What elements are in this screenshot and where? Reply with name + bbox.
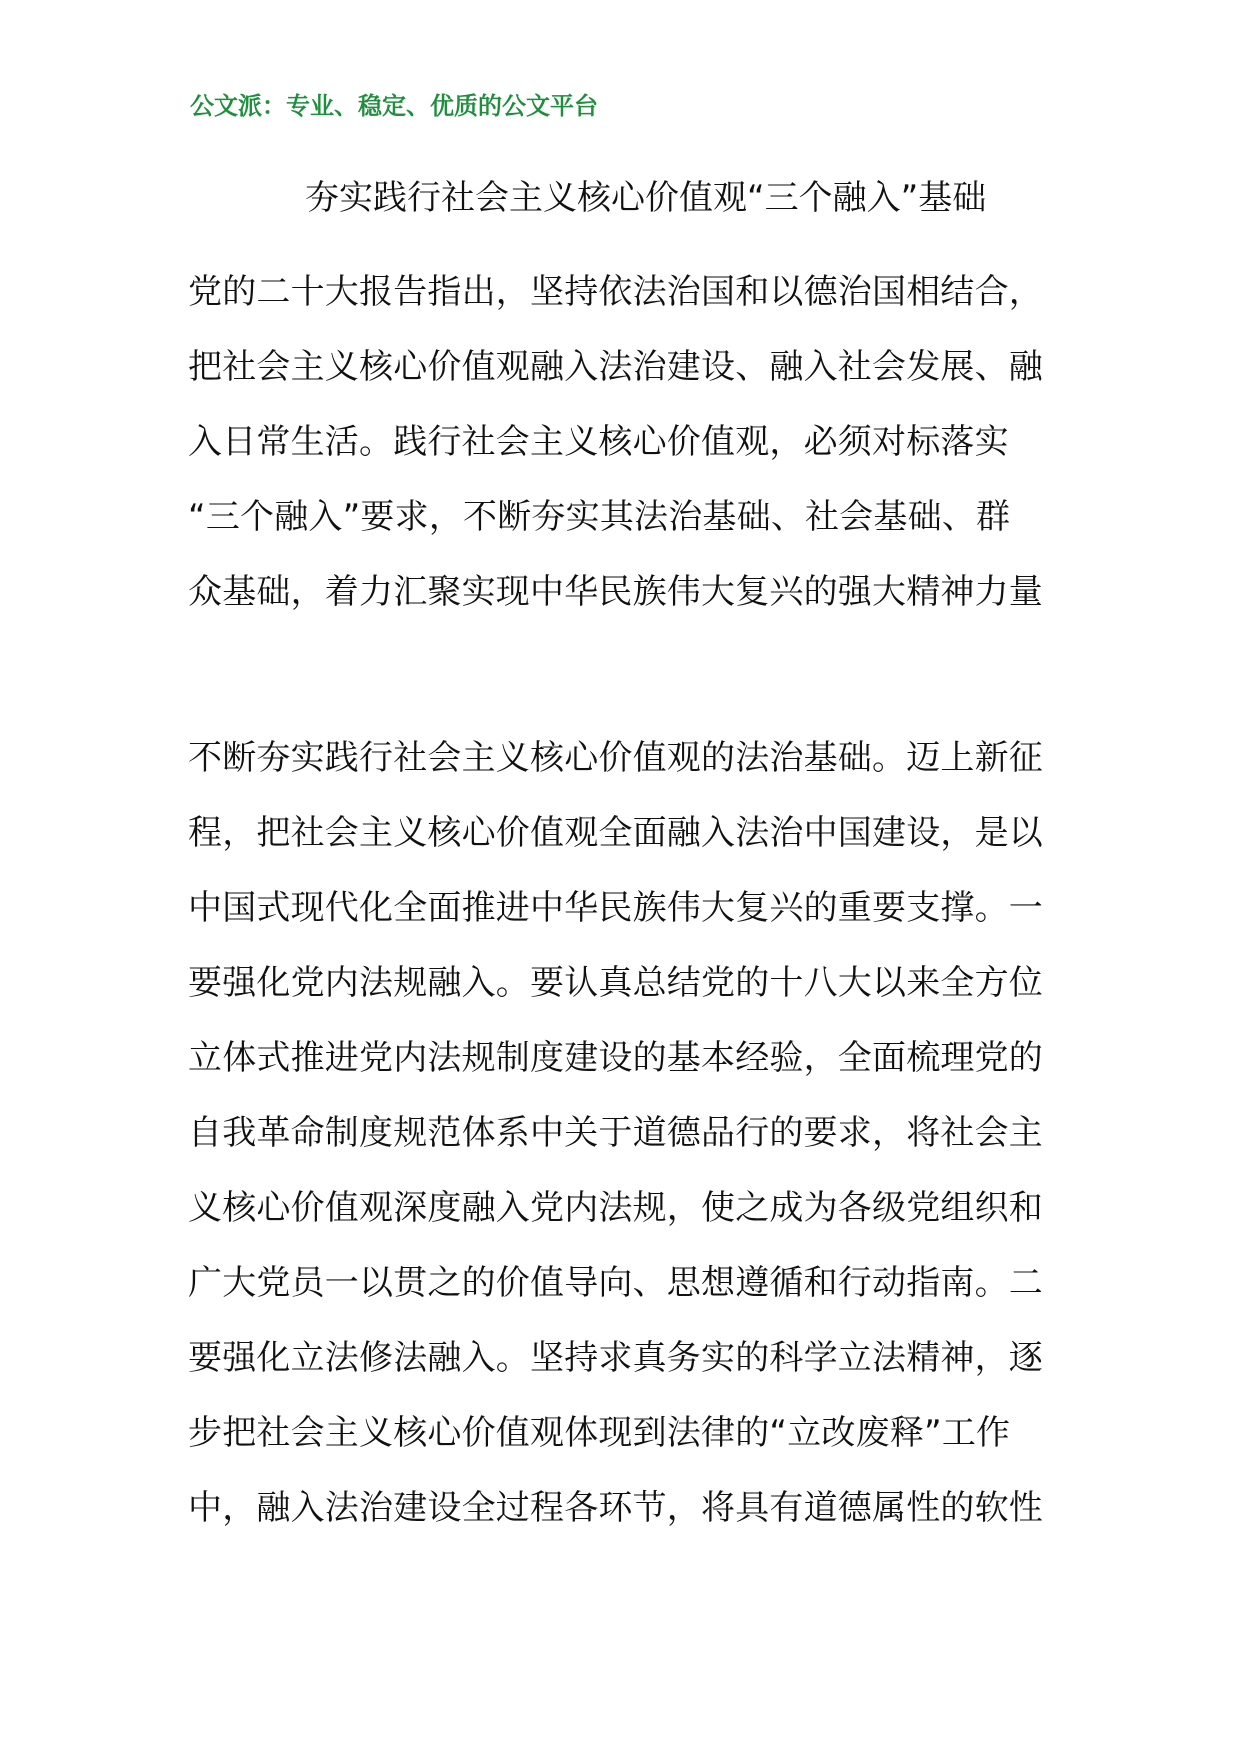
paragraph-line: 中国式现代化全面推进中华民族伟大复兴的重要支撑。一 xyxy=(188,888,1043,928)
paragraph-line: 入日常生活。践行社会主义核心价值观，必须对标落实 xyxy=(188,422,1009,462)
paragraph-line: 要强化立法修法融入。坚持求真务实的科学立法精神，逐 xyxy=(188,1338,1043,1378)
paragraph-line: 众基础，着力汇聚实现中华民族伟大复兴的强大精神力量 xyxy=(188,572,1043,612)
paragraph-line: 中，融入法治建设全过程各环节，将具有道德属性的软性 xyxy=(188,1488,1043,1528)
paragraph-line: 不断夯实践行社会主义核心价值观的法治基础。迈上新征 xyxy=(188,738,1043,778)
paragraph-rule-of-law xyxy=(188,721,1056,1546)
paragraph-line: 立体式推进党内法规制度建设的基本经验，全面梳理党的 xyxy=(188,1038,1043,1078)
paragraph-line: 步把社会主义核心价值观体现到法律的“立改废释”工作 xyxy=(188,1413,1011,1453)
document-title: 夯实践行社会主义核心价值观“三个融入”基础 xyxy=(305,178,987,218)
paragraph-line: 程，把社会主义核心价值观全面融入法治中国建设，是以 xyxy=(188,813,1043,853)
paragraph-line: 自我革命制度规范体系中关于道德品行的要求，将社会主 xyxy=(188,1113,1043,1153)
brand-header: 公文派：专业、稳定、优质的公文平台 xyxy=(190,91,598,120)
paragraph-line: 把社会主义核心价值观融入法治建设、融入社会发展、融 xyxy=(188,347,1043,387)
paragraph-intro xyxy=(188,255,1056,630)
paragraph-line: 要强化党内法规融入。要认真总结党的十八大以来全方位 xyxy=(188,963,1043,1003)
paragraph-line: “三个融入”要求，不断夯实其法治基础、社会基础、群 xyxy=(188,497,1011,537)
paragraph-line: 义核心价值观深度融入党内法规，使之成为各级党组织和 xyxy=(188,1188,1043,1228)
paragraph-line: 党的二十大报告指出，坚持依法治国和以德治国相结合， xyxy=(188,272,1043,312)
paragraph-line: 广大党员一以贯之的价值导向、思想遵循和行动指南。二 xyxy=(188,1263,1043,1303)
